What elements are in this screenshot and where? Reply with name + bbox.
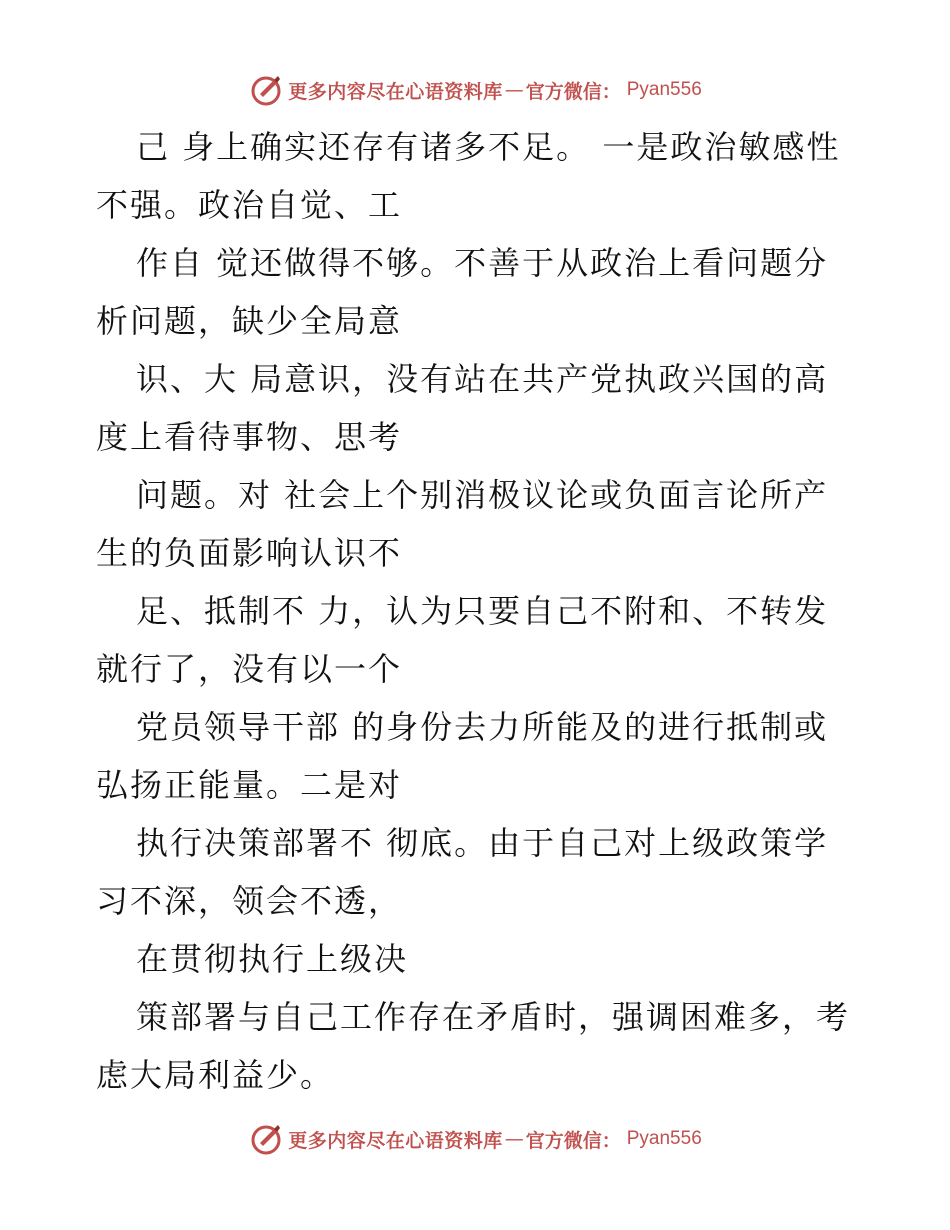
banner-site-text: 更多内容尽在心语资料库: [288, 1129, 503, 1152]
banner-separator: —: [504, 1128, 524, 1150]
body-line: 不强。政治自觉、工: [96, 186, 403, 224]
document-body: [96, 118, 866, 1104]
banner-account: Pyan556: [626, 79, 702, 100]
body-line: 度上看待事物、思考: [96, 418, 403, 456]
banner-label: 官方微信：: [525, 1129, 621, 1152]
body-line: 就行了，没有以一个: [96, 650, 403, 688]
body-line: 策部署与自己工作存在矛盾时，强调困难多，考: [136, 998, 851, 1036]
body-line: 在贯彻执行上级决: [136, 940, 409, 978]
body-line: 习不深，领会不透，: [96, 882, 403, 920]
banner-separator: —: [504, 79, 524, 101]
banner-label: 官方微信：: [525, 80, 621, 103]
body-line: 识、大 局意识，没有站在共产党执政兴国的高: [136, 360, 829, 398]
body-line: 己 身上确实还存有诸多不足。 一是政治敏感性: [136, 128, 841, 166]
body-line: 执行决策部署不 彻底。由于自己对上级政策学: [136, 824, 829, 862]
body-line: 虑大局利益少。: [96, 1056, 335, 1094]
logo-icon: [248, 1121, 284, 1157]
body-line: 作自 觉还做得不够。不善于从政治上看问题分: [136, 244, 829, 282]
header-banner: [0, 70, 950, 110]
body-line: 弘扬正能量。二是对: [96, 766, 403, 804]
logo-icon: [248, 72, 284, 108]
banner-account: Pyan556: [626, 1128, 702, 1149]
body-line: 析问题，缺少全局意: [96, 302, 403, 340]
body-line: 问题。对 社会上个别消极议论或负面言论所产: [136, 476, 829, 514]
footer-banner: [0, 1119, 950, 1159]
body-line: 党员领导干部 的身份去力所能及的进行抵制或: [136, 708, 829, 746]
body-line: 生的负面影响认识不: [96, 534, 403, 572]
banner-site-text: 更多内容尽在心语资料库: [288, 80, 503, 103]
body-line: 足、抵制不 力，认为只要自己不附和、不转发: [136, 592, 829, 630]
